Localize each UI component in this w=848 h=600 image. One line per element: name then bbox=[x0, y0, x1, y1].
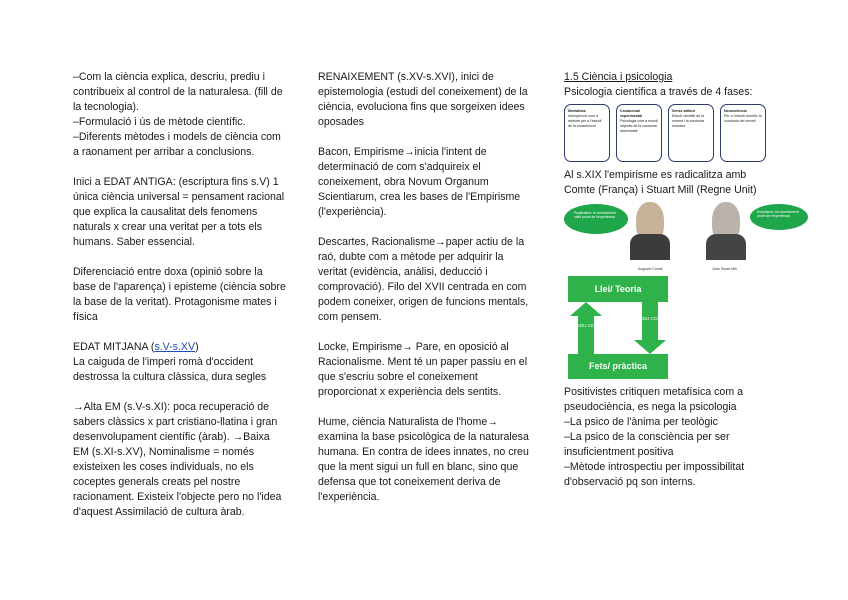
phase-head: Mentalista bbox=[568, 109, 586, 113]
edat-mitjana-heading: EDAT MITJANA ( bbox=[73, 341, 155, 353]
column-right bbox=[564, 70, 799, 505]
edat-mitjana-link[interactable]: s.V-s.XV bbox=[154, 341, 196, 353]
intro-line-2: –Formulació i ús de mètode científic. bbox=[73, 116, 246, 128]
positivistes-line-2: –La psico de l'ànima per teològic bbox=[564, 416, 718, 428]
edat-mitjana-paragraph bbox=[73, 340, 288, 385]
bubble-text-right: Empirisme: tot coneixement prové de l'experiència bbox=[757, 210, 799, 218]
speech-bubble-left bbox=[564, 204, 628, 234]
intro-line-1: –Com la ciència explica, descriu, prediu i contribueix al control de la naturalesa. (fill de la tecnologia). bbox=[73, 71, 283, 113]
intro-line-3: –Diferents mètodes i models de ciència com a raonament per arribar a conclusions. bbox=[73, 131, 281, 158]
bubble-text-left: Positivisme: el coneixement vàlid prové de l'experiència bbox=[574, 211, 616, 219]
induction-deduction-diagram bbox=[568, 276, 668, 379]
descartes-paragraph: Descartes, Racionalisme→paper actiu de la raó, dubte com a mètode per adquirir la veritat (evidència, anàlisi, deducció i comprovació). Filo del XVII centrada en com podem coneixer, origen de funcions mentals, com pensem. bbox=[318, 236, 529, 323]
phase-body: Estudi científic de la mment i la conducta humana bbox=[672, 114, 705, 128]
intro-paragraph bbox=[73, 70, 288, 160]
column-left bbox=[73, 70, 288, 535]
phase-body: Psicologia com a estudi objectiu de la conducta observable bbox=[620, 119, 658, 133]
mill-coat bbox=[706, 234, 746, 260]
positivistes-line-4: –Mètode introspectiu per impossibilitat d'observació pq son interns. bbox=[564, 461, 745, 488]
phase-head: Conductual experimental bbox=[620, 109, 643, 118]
positivistes-line-1: Positivistes critiquen metafísica com a pseudociència, es nega la psicologia bbox=[564, 386, 743, 413]
flow-arrows-icon bbox=[568, 302, 668, 354]
doxa-episteme-paragraph: Diferenciació entre doxa (opinió sobre la base de l'aparença) i episteme (ciència sobre la base de la veritat). Protagonisme mates i física bbox=[73, 266, 286, 323]
phase-box bbox=[564, 104, 610, 162]
edat-mitjana-text: La caiguda de l'imperi romà d'occident destrossa la cultura clàssica, dura segles bbox=[73, 356, 267, 383]
comte-caption: Auguste Comte bbox=[638, 267, 663, 271]
speech-bubble-right bbox=[750, 204, 808, 230]
column-middle bbox=[318, 70, 533, 520]
mill-caption: John Stuart Mill bbox=[712, 267, 737, 271]
positivistes-paragraph bbox=[564, 385, 774, 490]
phase-head: Neurociència bbox=[724, 109, 747, 113]
phase-body: Introspecció com a mètode per a l'estudi de la consciència bbox=[568, 114, 602, 128]
phase-box bbox=[720, 104, 766, 162]
phase-box bbox=[668, 104, 714, 162]
portraits-figure bbox=[564, 200, 799, 271]
empirisme-paragraph: Al s.XIX l'empirisme es radicalitza amb Comte (França) i Stuart Mill (Regne Unit) bbox=[564, 169, 757, 196]
section-title: 1.5 Ciència i psicologia bbox=[564, 71, 673, 83]
flow-right-label: DEDU CCIÓ bbox=[636, 316, 662, 321]
alta-baixa-em-paragraph: →Alta EM (s.V-s.XI): poca recuperació de sabers clàssics x part cristiano-llatina i gran desenvolupament científic (àrab). →Baixa EM (s.XI-s.XV), Nominalisme = només existeixen les coses individuals, no els coceptes generals creats pel nostre racionament. Existeix l'objecte pero no l'idea d'aquest Assimilació de cultura àrab. bbox=[73, 401, 282, 518]
edat-antiga-paragraph: Inici a EDAT ANTIGA: (escriptura fins s.V) 1 única ciència universal = pensament racional que explica la causalitat dels fenomens naturals x crear una veritat per a tots els humans. Saber essencial. bbox=[73, 176, 285, 248]
phase-body: Per a l'estudi científic la conducta del cervell bbox=[724, 114, 762, 123]
flow-left-label: INDU CCIÓ bbox=[575, 323, 599, 328]
positivistes-line-3: –La psico de la consciència per ser insuficientment positiva bbox=[564, 431, 730, 458]
phase-box bbox=[616, 104, 662, 162]
section-subtitle: Psicologia científica a través de 4 fases: bbox=[564, 86, 753, 98]
phases-diagram bbox=[564, 104, 774, 162]
renaixement-paragraph: RENAIXEMENT (s.XV-s.XVI), inici de epistemologia (estudi del coneixement) de la ciència, evoluciona fins que sorgeixen idees oposades bbox=[318, 71, 528, 128]
bacon-paragraph: Bacon, Empirisme→inicia l'intent de determinació de com s'adquireix el coneixement, obra Novum Organum Scientiarum, crea les bases de l'Empirisme (l'experiència). bbox=[318, 146, 521, 218]
flow-bottom-box: Fets/ pràctica bbox=[568, 354, 668, 379]
flow-top-box: Llei/ Teoria bbox=[568, 276, 668, 302]
locke-paragraph: Locke, Empirisme→ Pare, en oposició al Racionalisme. Ment té un paper passiu en el que s'escriu sobre el coneixement proporcionat x experiència dels sentits. bbox=[318, 341, 528, 398]
hume-paragraph: Hume, ciència Naturalista de l'home→ examina la base psicològica de la naturalesa humana. En contra de idees innates, no creu que la ment sigui un full en blanc, sino que defensa que tot coneixement deriva de l'experiència. bbox=[318, 416, 529, 503]
phase-head: Sense atribut bbox=[672, 109, 695, 113]
comte-coat bbox=[630, 234, 670, 260]
edat-mitjana-close: ) bbox=[195, 341, 199, 353]
